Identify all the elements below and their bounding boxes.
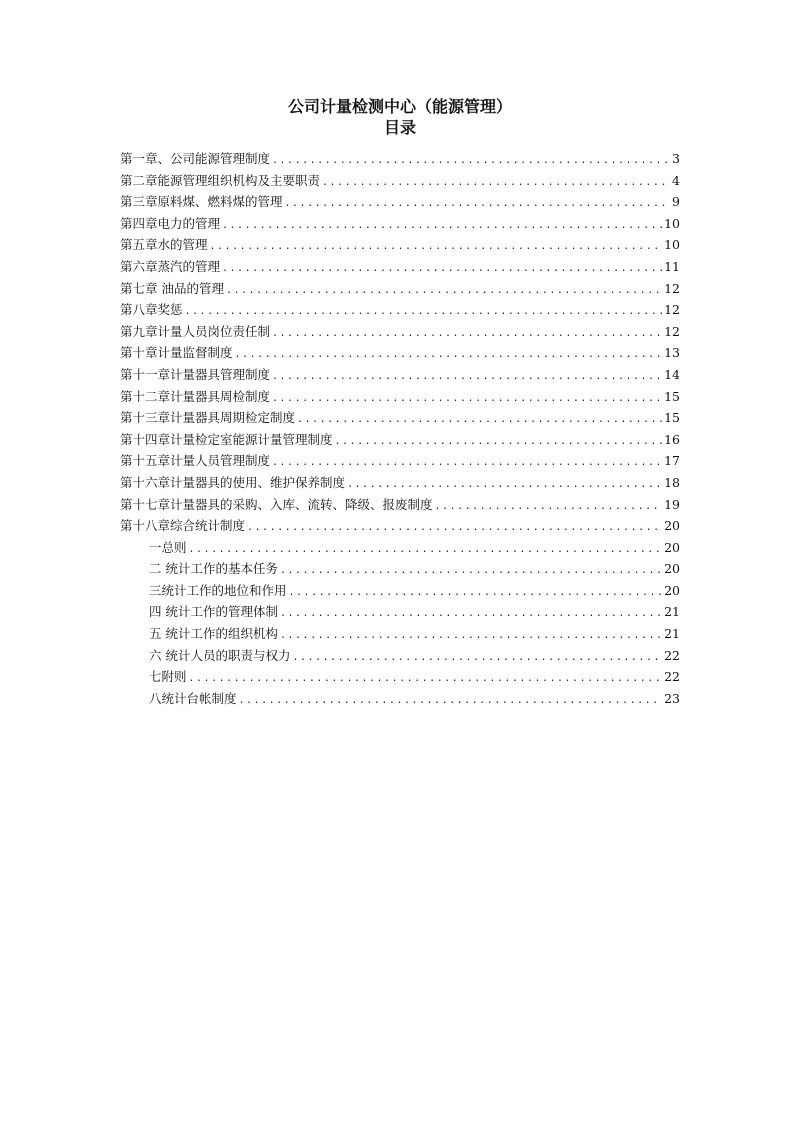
toc-entry-label: 第十七章计量器具的采购、入库、流转、降级、报废制度	[120, 496, 433, 512]
toc-dot-leader	[272, 452, 662, 474]
toc-entry-label: 三统计工作的地位和作用	[149, 582, 287, 598]
toc-dot-leader	[189, 668, 663, 690]
toc-dot-leader	[292, 647, 662, 669]
toc-entry-page-number: 22	[664, 647, 680, 663]
toc-entry-label: 第十章计量监督制度	[120, 345, 233, 361]
toc-dot-leader	[285, 193, 669, 215]
toc-entry[interactable]	[120, 213, 680, 235]
toc-entry-label: 第十五章计量人员管理制度	[120, 453, 271, 469]
toc-entry-page-number: 16	[664, 431, 680, 447]
toc-entry-page-number: 12	[664, 323, 680, 339]
toc-entry-label: 第二章能源管理组织机构及主要职责	[120, 172, 321, 188]
toc-entry-label: 四 统计工作的管理体制	[149, 604, 278, 620]
toc-entry[interactable]	[120, 472, 680, 494]
toc-entry[interactable]	[120, 666, 680, 688]
toc-entry[interactable]	[120, 299, 680, 321]
toc-entry[interactable]	[120, 450, 680, 472]
toc-entry-label: 第十二章计量器具周检制度	[120, 388, 271, 404]
toc-dot-leader	[335, 431, 663, 453]
toc-entry-label: 第十八章综合统计制度	[120, 518, 246, 534]
toc-entry[interactable]	[120, 256, 680, 278]
toc-dot-leader	[222, 258, 662, 280]
toc-dot-leader	[189, 539, 663, 561]
toc-entry-page-number: 20	[664, 539, 680, 555]
toc-dot-leader	[297, 409, 662, 431]
toc-entry[interactable]	[120, 234, 680, 256]
toc-entry-page-number: 10	[664, 237, 680, 253]
toc-dot-leader	[272, 388, 662, 410]
toc-entry-label: 第十三章计量器具周期检定制度	[120, 410, 296, 426]
toc-entry[interactable]	[120, 191, 680, 213]
toc-entry-label: 第七章 油品的管理	[120, 280, 224, 296]
toc-dot-leader	[280, 603, 662, 625]
toc-entry-label: 第一章、公司能源管理制度	[120, 151, 271, 166]
toc-entry[interactable]	[120, 494, 680, 516]
toc-entry-page-number: 21	[664, 626, 680, 642]
toc-entry-page-number: 19	[664, 496, 680, 512]
toc-entry[interactable]	[120, 645, 680, 667]
toc-entry-label: 一总则	[149, 539, 187, 555]
toc-entry-page-number: 20	[664, 561, 680, 577]
toc-dot-leader	[210, 236, 663, 258]
toc-dot-leader	[322, 172, 669, 194]
toc-dot-leader	[235, 344, 663, 366]
toc-entry[interactable]	[120, 407, 680, 429]
toc-entry-label: 八统计台帐制度	[149, 690, 237, 706]
toc-entry[interactable]	[120, 558, 680, 580]
toc-entry-page-number: 20	[664, 518, 680, 534]
toc-entry[interactable]	[120, 429, 680, 451]
toc-dot-leader	[280, 560, 662, 582]
toc-entry-page-number: 18	[664, 474, 680, 490]
toc-entry-page-number: 4	[672, 172, 680, 188]
toc-entry[interactable]	[120, 364, 680, 386]
toc-entry-label: 七附则	[149, 669, 187, 685]
toc-entry-page-number: 3	[672, 151, 680, 166]
table-of-contents	[120, 148, 680, 709]
toc-entry-label: 第四章电力的管理	[120, 215, 221, 231]
toc-entry[interactable]	[120, 601, 680, 623]
toc-entry-label: 六 统计人员的职责与权力	[149, 647, 291, 663]
toc-dot-leader	[222, 215, 662, 237]
toc-entry[interactable]	[120, 537, 680, 559]
toc-entry-page-number: 22	[664, 669, 680, 685]
toc-entry[interactable]	[120, 580, 680, 602]
toc-dot-leader	[247, 517, 662, 539]
toc-entry[interactable]	[120, 170, 680, 192]
toc-entry-label: 第九章计量人员岗位责任制	[120, 323, 271, 339]
toc-entry-page-number: 11	[664, 258, 680, 274]
toc-entry-page-number: 20	[664, 582, 680, 598]
toc-entry-page-number: 10	[664, 215, 680, 231]
toc-dot-leader	[272, 366, 662, 388]
toc-dot-leader	[272, 150, 669, 172]
toc-entry-page-number: 15	[664, 410, 680, 426]
toc-entry-label: 第八章奖惩	[120, 302, 183, 318]
toc-entry-page-number: 21	[664, 604, 680, 620]
toc-dot-leader	[347, 474, 662, 496]
toc-entry-label: 二 统计工作的基本任务	[149, 561, 278, 577]
toc-entry[interactable]	[120, 623, 680, 645]
toc-entry-page-number: 12	[664, 280, 680, 296]
toc-entry-page-number: 13	[664, 345, 680, 361]
toc-dot-leader	[289, 582, 663, 604]
toc-entry-page-number: 23	[664, 690, 680, 706]
toc-entry-page-number: 9	[672, 194, 680, 210]
toc-entry-label: 五 统计工作的组织机构	[149, 626, 278, 642]
toc-entry-page-number: 15	[664, 388, 680, 404]
toc-entry[interactable]	[120, 688, 680, 710]
toc-entry-page-number: 17	[664, 453, 680, 469]
toc-entry-label: 第十四章计量检定室能源计量管理制度	[120, 431, 333, 447]
toc-dot-leader	[185, 301, 663, 323]
toc-dot-leader	[435, 496, 663, 518]
toc-entry[interactable]	[120, 386, 680, 408]
toc-entry-label: 第五章水的管理	[120, 237, 208, 253]
toc-entry[interactable]	[120, 515, 680, 537]
toc-entry-label: 第三章原料煤、燃料煤的管理	[120, 194, 283, 210]
document-title: 公司计量检测中心（能源管理）	[287, 97, 512, 116]
toc-entry[interactable]	[120, 278, 680, 300]
toc-entry[interactable]	[120, 148, 680, 170]
toc-dot-leader	[226, 280, 662, 302]
toc-entry[interactable]	[120, 321, 680, 343]
toc-entry-label: 第六章蒸汽的管理	[120, 258, 221, 274]
toc-entry-page-number: 14	[664, 366, 680, 382]
toc-entry-label: 第十六章计量器具的使用、维护保养制度	[120, 474, 346, 490]
toc-entry-page-number: 12	[664, 302, 680, 318]
toc-entry[interactable]	[120, 342, 680, 364]
toc-heading: 目录	[383, 118, 416, 137]
toc-dot-leader	[280, 625, 662, 647]
toc-dot-leader	[272, 323, 662, 345]
toc-dot-leader	[239, 690, 663, 712]
toc-entry-label: 第十一章计量器具管理制度	[120, 366, 271, 382]
